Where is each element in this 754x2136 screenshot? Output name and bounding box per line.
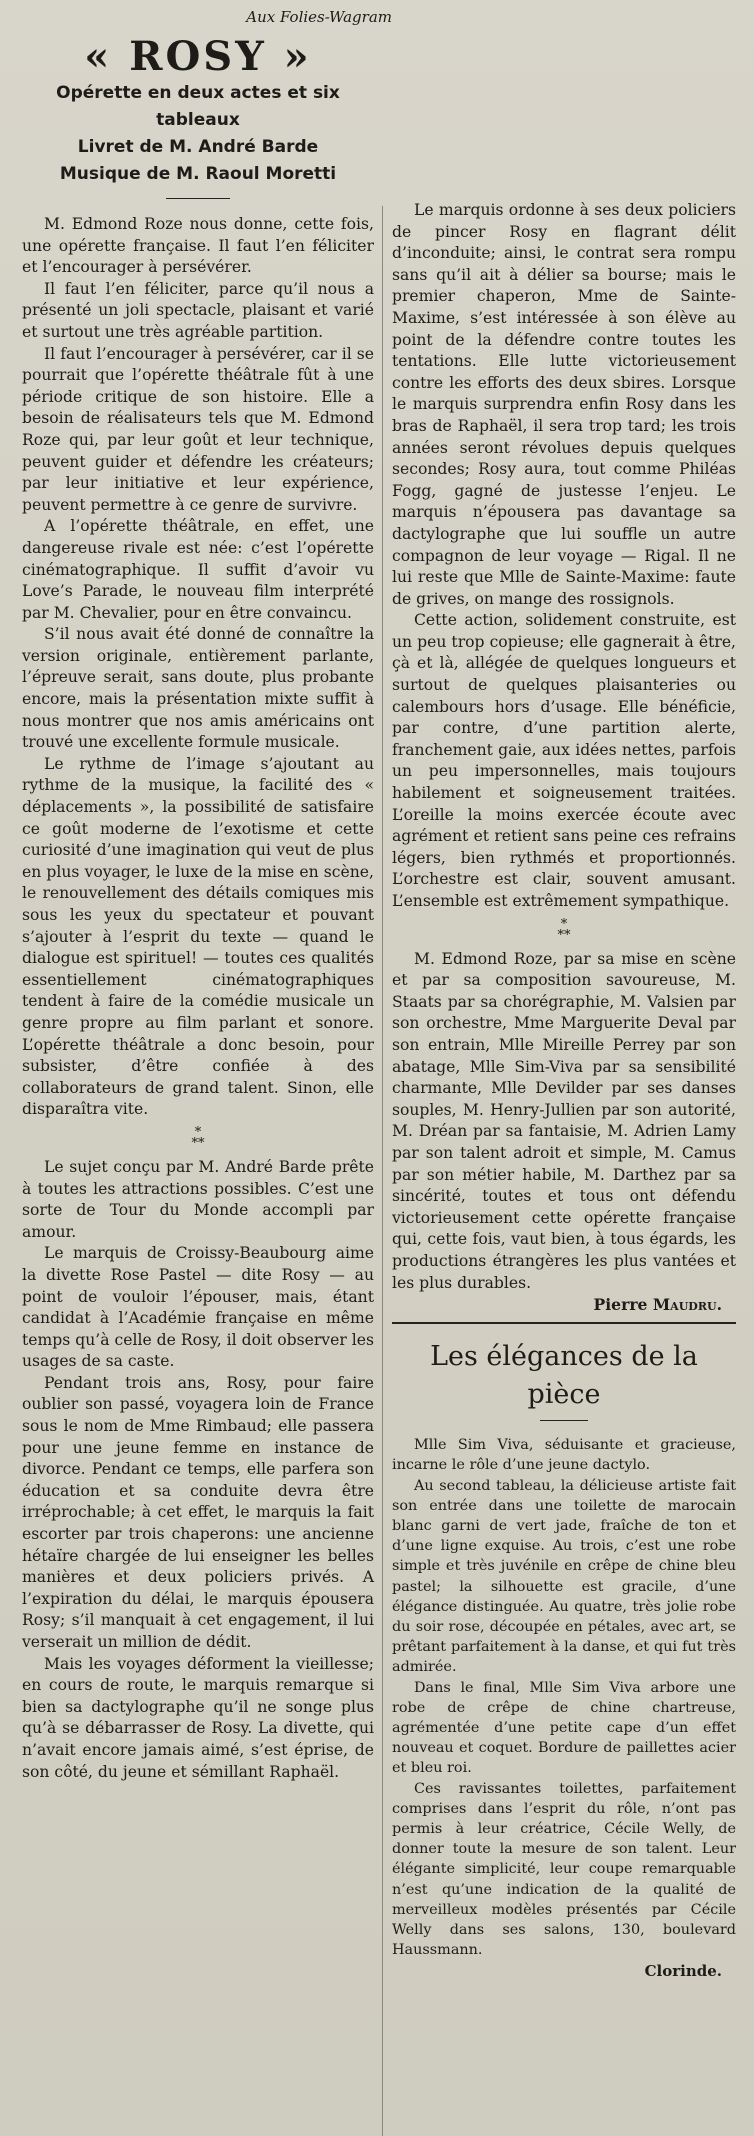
paragraph: Mlle Sim Viva, séduisante et gracieuse, incarne le rôle d’une jeune dactylo. [392,1437,736,1474]
paragraph: Mais les voyages déforment la vieillesse; en cours de route, le marquis remarque si bien sa dactylographe qu’il ne songe plus qu’à se débarrasser de Rosy. La divette, qui n’avait encore jamais aimé, s’est éprise, de son côté, du jeune et sémillant Raphaël. [22,1654,374,1781]
paragraph: Le marquis ordonne à ses deux policiers de pincer Rosy en flagrant délit d’inconduite; ainsi, le contrat sera rompu sans qu’il ait à délier sa bourse; mais le premier chaperon, Mme de Sainte-Maxime, s’est intéressée à son élève au point de la défendre contre toutes les tentations. Elle lutte victorieusement contre les efforts des deux sbires. Lorsque le marquis surprendra enfin Rosy dans les bras de Raphaël, il sera trop tard; les trois années seront révolues depuis quelques secondes; Rosy aura, tout comme Philéas Fogg, gagné de justesse l’enjeu. Le marquis n’épousera pas davantage sa dactylographe que lui souffle un autre compagnon de leur voyage — Rigal. Il ne lui reste que Mlle de Sainte-Maxime: faute de grives, on mange des rossignols. [392,201,736,608]
section-stars [22,1124,374,1151]
title-divider [166,198,230,199]
article-music-credit: Musique de M. Raoul Moretti [59,164,337,184]
article-title: « ROSY » [84,33,312,80]
elegances-divider [540,1420,588,1421]
star-top: * [560,916,568,932]
paragraph: Ces ravissantes toilettes, parfaitement comprises dans l’esprit du rôle, n’ont pas permis à leur créatrice, Cécile Welly, de donner toute la mesure de son talent. Leur élégante simplicité, leur coupe remarquable n’est qu’une indication de la qualité de merveilleux modèles présentés par Cécile Welly dans ses salons, 130, boulevard Haussmann. [392,1780,736,1959]
paragraph: Il faut l’en féliciter, parce qu’il nous a présenté un joli spectacle, plaisant et varié et surtout une très agréable partition. [22,279,374,341]
article-signature [392,1294,722,1316]
article-subtitle: Opérette en deux actes et six tableaux [56,83,340,130]
elegances-title: Les élégances de la pièce [430,1341,698,1411]
paragraph: Cette action, solidement construite, est un peu trop copieuse; elle gagnerait à être, çà et là, allégée de quelques longueurs et surtout de quelques plaisanteries ou calembours hors d’usage. Elle bénéficie, par contre, d’une partition alerte, franchement gaie, aux idées nettes, parfois un peu impersonnelles, mais toujours habilement et soigneusement traitées. L’oreille la moins exercée écoute avec agrément et retient sans peine ces refrains légers, bien rythmés et proportionnés. L’orchestre est clair, souvent amusant. L’ensemble est extrêmement sympathique. [392,611,736,910]
star-bottom: ** [191,1135,205,1151]
left-body-text [22,214,374,1783]
section-rule [392,1322,736,1324]
article-livret-credit: Livret de M. André Barde [77,137,319,157]
article-masthead [22,34,374,199]
signature-last-name: Maudru. [652,1295,722,1315]
paragraph: M. Edmond Roze, par sa mise en scène et par sa composition savoureuse, M. Staats par sa chorégraphie, M. Valsien par son orchestre, Mme Marguerite Deval par son entrain, Mlle Mireille Perrey par son abatage, Mlle Sim-Viva par sa sensibilité charmante, Mlle Devilder par ses danses souples, M. Henry-Jullien par son autorité, M. Dréan par sa fantaisie, M. Adrien Lamy par son talent adroit et simple, M. Camus par son métier habile, M. Darthez par sa sincérité, toutes et tous ont défendu victorieusement cette opérette française qui, cette fois, vaut bien, à tous égards, les productions étrangères les plus vantées et les plus durables. [392,949,736,1292]
paragraph: A l’opérette théâtrale, en effet, une dangereuse rivale est née: c’est l’opérette cinématographique. Il suffit d’avoir vu Love’s Parade, le nouveau film interprété par M. Chevalier, pour en être convaincu. [22,517,374,622]
right-body-text [392,200,736,1980]
paragraph: Le marquis de Croissy-Beaubourg aime la divette Rose Pastel — dite Rosy — au point de vouloir l’épouser, mais, étant candidat à l’Académie française en même temps qu’à celle de Rosy, il doit observer les usages de sa caste. [22,1244,374,1371]
section-stars [392,916,736,943]
paragraph: Dans le final, Mlle Sim Viva arbore une robe de crêpe de chine chartreuse, agrémentée d’une petite cape d’un effet nouveau et coquet. Bordure de paillettes acier et bleu roi. [392,1679,736,1777]
paragraph: Pendant trois ans, Rosy, pour faire oublier son passé, voyagera loin de France sous le nom de Mme Rimbaud; elle passera pour une jeune femme en instance de divorce. Pendant ce temps, elle parfera son éducation et sa conduite devra être irréprochable; à cet effet, le marquis la fait escorter par trois chaperons: une ancienne hétaïre chargée de lui enseigner les belles manières et deux policiers privés. A l’expiration du délai, le marquis épousera Rosy; s’il manquait à cet engagement, il lui verserait un million de dédit. [22,1373,374,1651]
section-rubric: Aux Folies-Wagram [246,8,392,26]
star-top: * [194,1124,202,1140]
column-divider [382,206,383,2136]
paragraph: Le sujet conçu par M. André Barde prête à toutes les attractions possibles. C’est une sorte de Tour du Monde accompli par amour. [22,1157,374,1241]
signature-first-name: Pierre [593,1295,648,1315]
elegances-body [392,1435,736,1960]
star-bottom: ** [557,927,571,943]
paragraph: Le rythme de l’image s’ajoutant au rythme de la musique, la facilité des « déplacements », la possibilité de satisfaire ce goût moderne de l’exotisme et cette curiosité d’une imagination qui veut de plus en plus voyager, le luxe de la mise en scène, le renouvellement des détails comiques mis sous les yeux du spectateur et pouvant s’ajouter à l’esprit du texte — quand le dialogue est spirituel! — toutes ces qualités essentiellement cinématographiques tendent à faire de la comédie musicale un genre propre au film parlant et sonore. L’opérette théâtrale a donc besoin, pour subsister, d’être confiée à des collaborateurs de grand talent. Sinon, elle disparaîtra vite. [22,754,374,1119]
paragraph: Il faut l’encourager à persévérer, car il se pourrait que l’opérette théâtrale fût à une période critique de son histoire. Elle a besoin de réalisateurs tels que M. Edmond Roze qui, par leur goût et leur technique, peuvent guider et défendre les créateurs; par leur initiative et leur expérience, peuvent permettre à ce genre de survivre. [22,344,374,514]
paragraph: Au second tableau, la délicieuse artiste fait son entrée dans une toilette de marocain blanc garni de vert jade, fraîche de ton et d’une ligne exquise. Au trois, c’est une robe simple et très juvénile en crêpe de chine bleu pastel; la silhouette est gracile, d’une élégance distinguée. Au quatre, très jolie robe du soir rose, découpée en pétales, avec art, se prêtant parfaitement à la danse, et qui fut très admirée. [392,1477,736,1676]
paragraph: M. Edmond Roze nous donne, cette fois, une opérette française. Il faut l’en féliciter et l’encourager à persévérer. [22,215,374,277]
paragraph: S’il nous avait été donné de connaître la version originale, entièrement parlante, l’épreuve serait, sans doute, plus probante encore, mais la présentation mixte suffit à nous montrer que nos amis américains ont trouvé une excellente formule musicale. [22,625,374,752]
elegances-signature: Clorinde. [644,1962,722,1981]
